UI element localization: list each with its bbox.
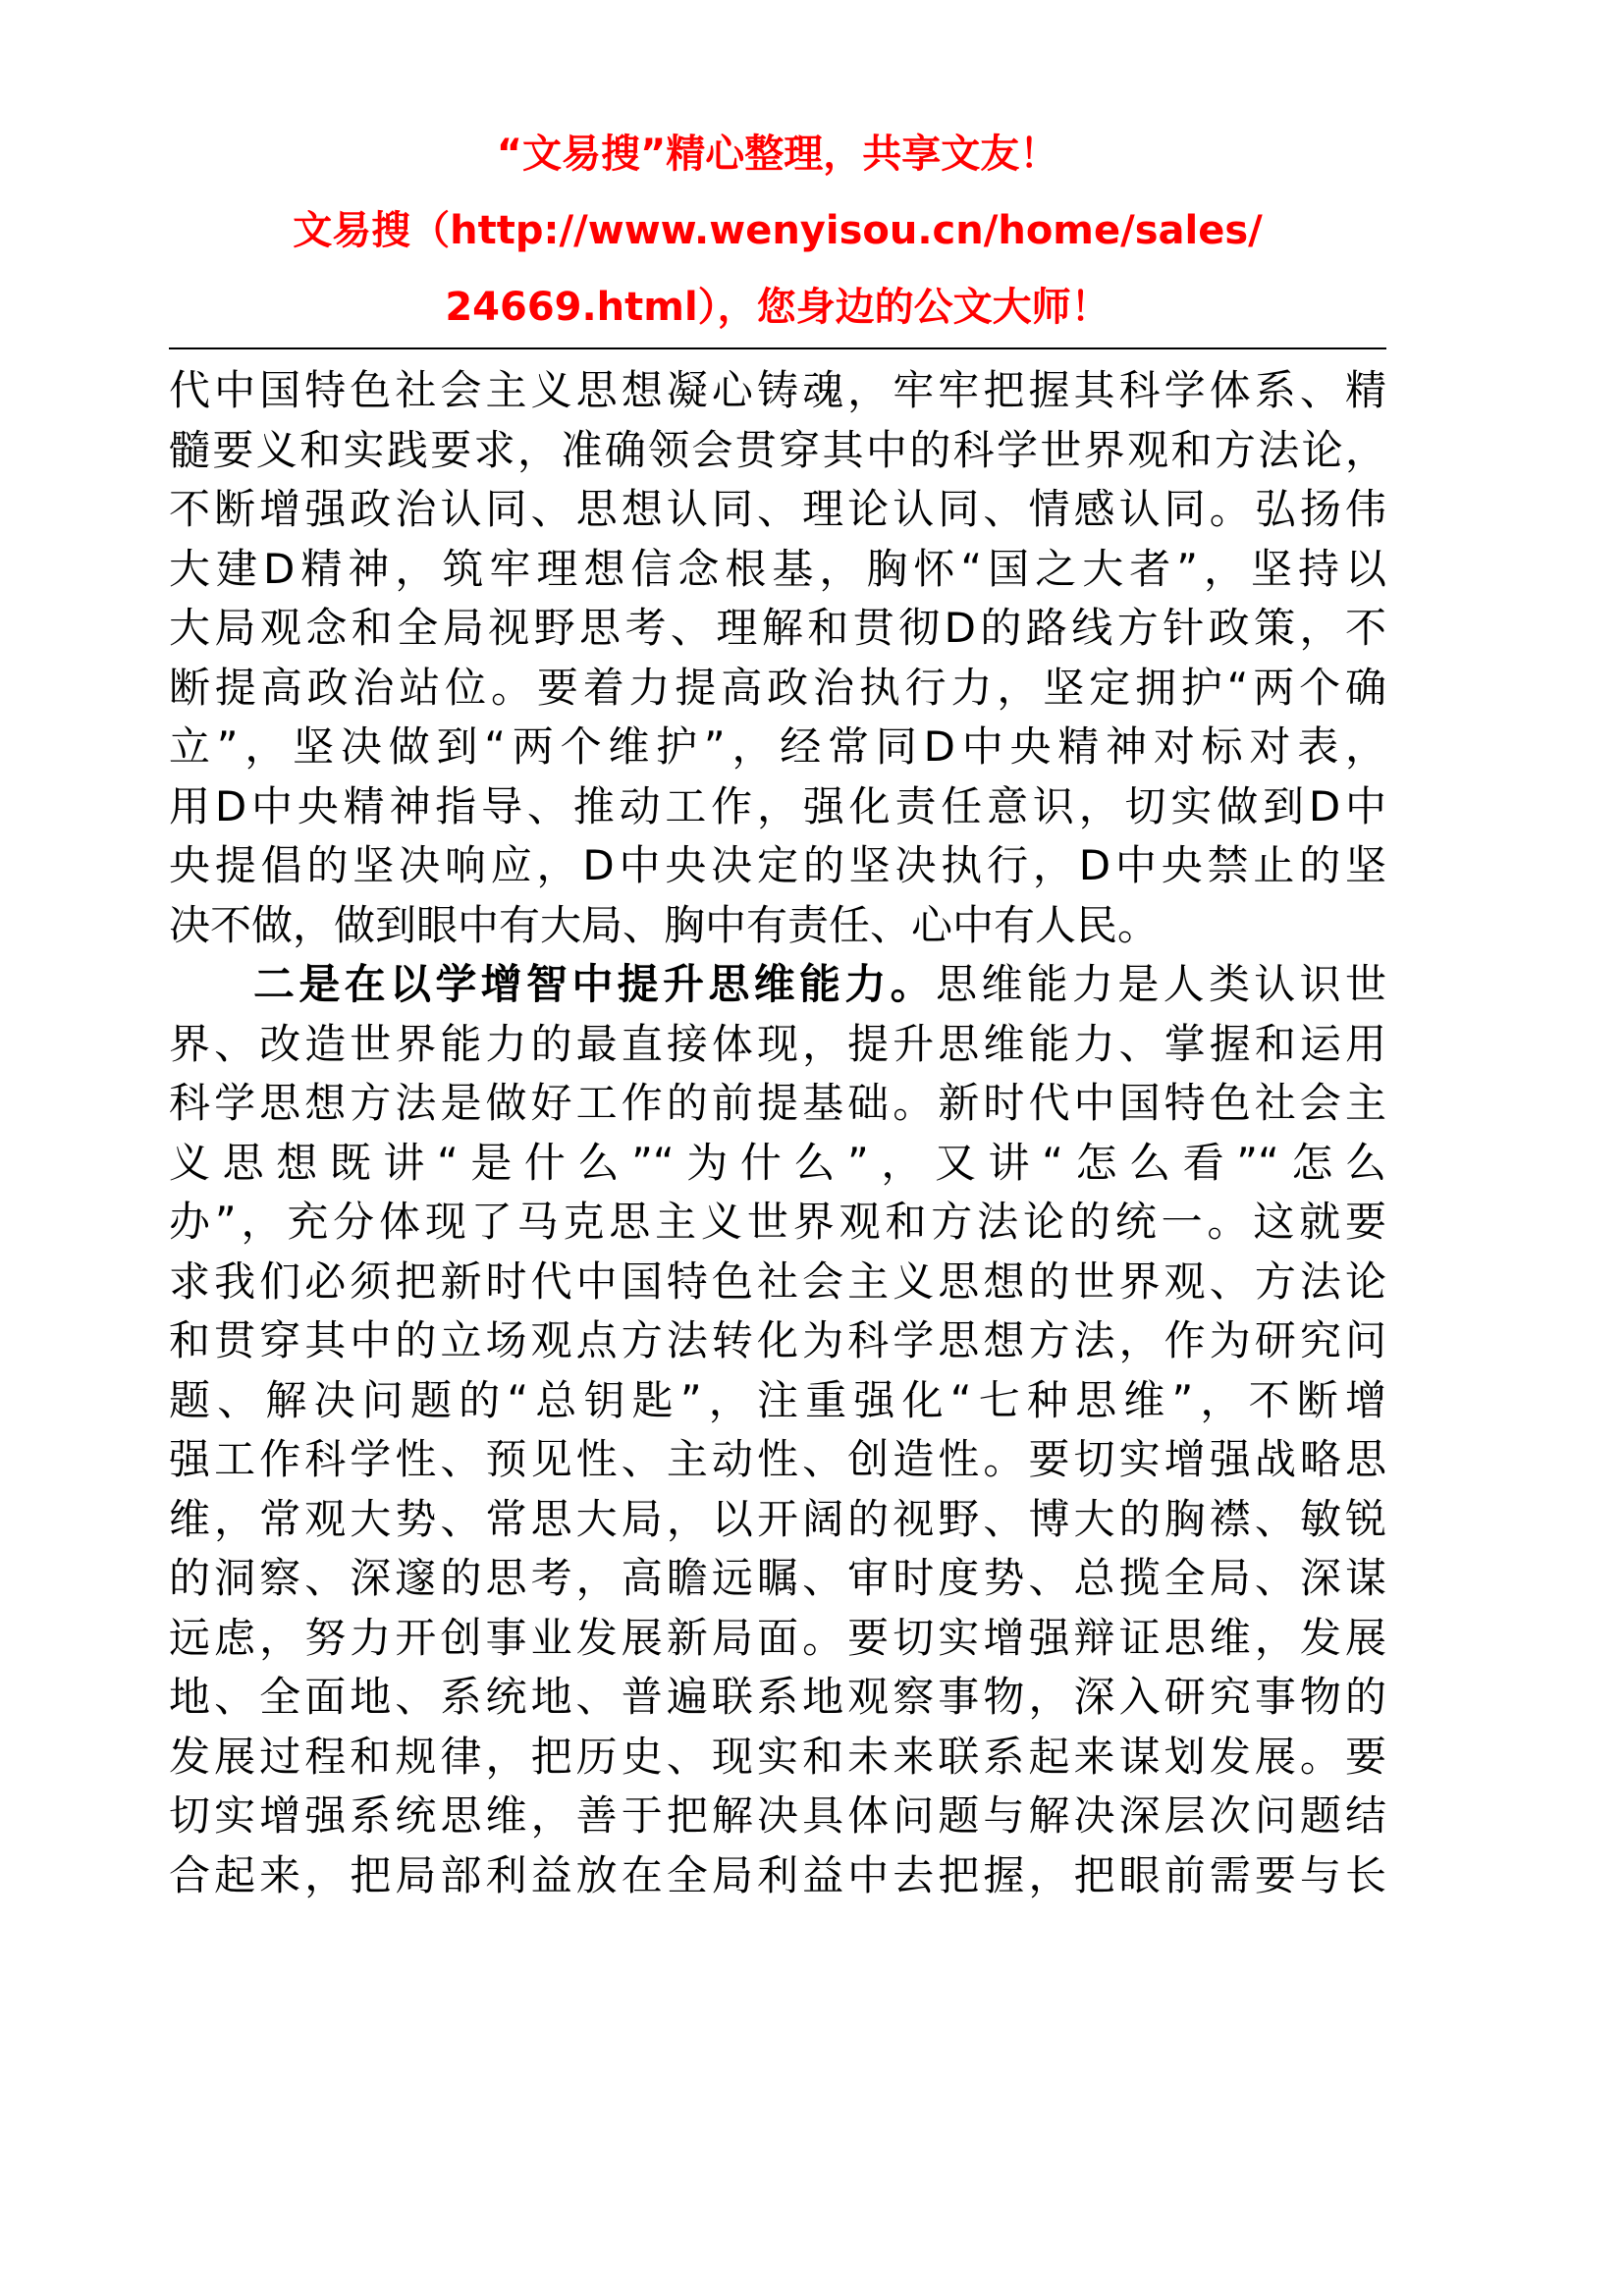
text-line: 强工作科学性、预见性、主动性、创造性。要切实增强战略思 <box>169 1435 1386 1483</box>
text-line: 义思想既讲“是什么”“为什么”，又讲“怎么看”“怎么 <box>169 1138 1386 1187</box>
text-line: 发展过程和规律，把历史、现实和未来联系起来谋划发展。要 <box>169 1732 1386 1781</box>
text-line: 髓要义和实践要求，准确领会贯穿其中的科学世界观和方法论， <box>169 425 1386 474</box>
text-line: 用D中央精神指导、推动工作，强化责任意识，切实做到D中 <box>169 781 1386 830</box>
text-line: 代中国特色社会主义思想凝心铸魂，牢牢把握其科学体系、精 <box>169 366 1386 414</box>
paragraph-first-line <box>169 955 1386 1015</box>
header-line: “文易搜”精心整理，共享文友！ <box>496 132 1059 177</box>
text-line: 断提高政治站位。要着力提高政治执行力，坚定拥护“两个确 <box>169 663 1386 712</box>
text-line: 合起来，把局部利益放在全局利益中去把握，把眼前需要与长 <box>169 1850 1386 1899</box>
text-line: 和贯穿其中的立场观点方法转化为科学思想方法，作为研究问 <box>169 1316 1386 1364</box>
text-line: 立”，坚决做到“两个维护”，经常同D中央精神对标对表， <box>169 722 1386 771</box>
text-line: 央提倡的坚决响应，D中央决定的坚决执行，D中央禁止的坚 <box>169 841 1386 889</box>
text-line: 切实增强系统思维，善于把解决具体问题与解决深层次问题结 <box>169 1791 1386 1840</box>
paragraph-text: 思维能力是人类认识世 <box>935 960 1386 1008</box>
text-line: 求我们必须把新时代中国特色社会主义思想的世界观、方法论 <box>169 1256 1386 1306</box>
text-line: 科学思想方法是做好工作的前提基础。新时代中国特色社会主 <box>169 1079 1386 1127</box>
text-line: 不断增强政治认同、思想认同、理论认同、情感认同。弘扬伟 <box>169 485 1386 533</box>
text-line: 地、全面地、系统地、普遍联系地观察事物，深入研究事物的 <box>169 1673 1386 1721</box>
text-line: 大建D精神，筑牢理想信念根基，胸怀“国之大者”，坚持以 <box>169 544 1386 593</box>
text-line: 的洞察、深邃的思考，高瞻远瞩、审时度势、总揽全局、深谋 <box>169 1554 1386 1602</box>
text-line: 界、改造世界能力的最直接体现，提升思维能力、掌握和运用 <box>169 1019 1386 1068</box>
document-body <box>169 361 1386 1905</box>
header-divider <box>169 347 1386 349</box>
header-banner <box>169 116 1386 346</box>
header-line: 文易搜（http://www.wenyisou.cn/home/sales/ <box>293 208 1263 253</box>
text-line: 办”，充分体现了马克思主义世界观和方法论的统一。这就要 <box>169 1198 1386 1246</box>
text-line: 题、解决问题的“总钥匙”，注重强化“七种思维”，不断增 <box>169 1375 1386 1424</box>
paragraph-heading: 二是在以学增智中提升思维能力。 <box>253 960 936 1008</box>
text-line: 决不做，做到眼中有大局、胸中有责任、心中有人民。 <box>169 900 1160 949</box>
text-line: 大局观念和全局视野思考、理解和贯彻D的路线方针政策，不 <box>169 604 1386 652</box>
text-line: 远虑，努力开创事业发展新局面。要切实增强辩证思维，发展 <box>169 1613 1386 1662</box>
text-line: 维，常观大势、常思大局，以开阔的视野、博大的胸襟、敏锐 <box>169 1494 1386 1543</box>
header-line: 24669.html），您身边的公文大师！ <box>445 285 1110 330</box>
